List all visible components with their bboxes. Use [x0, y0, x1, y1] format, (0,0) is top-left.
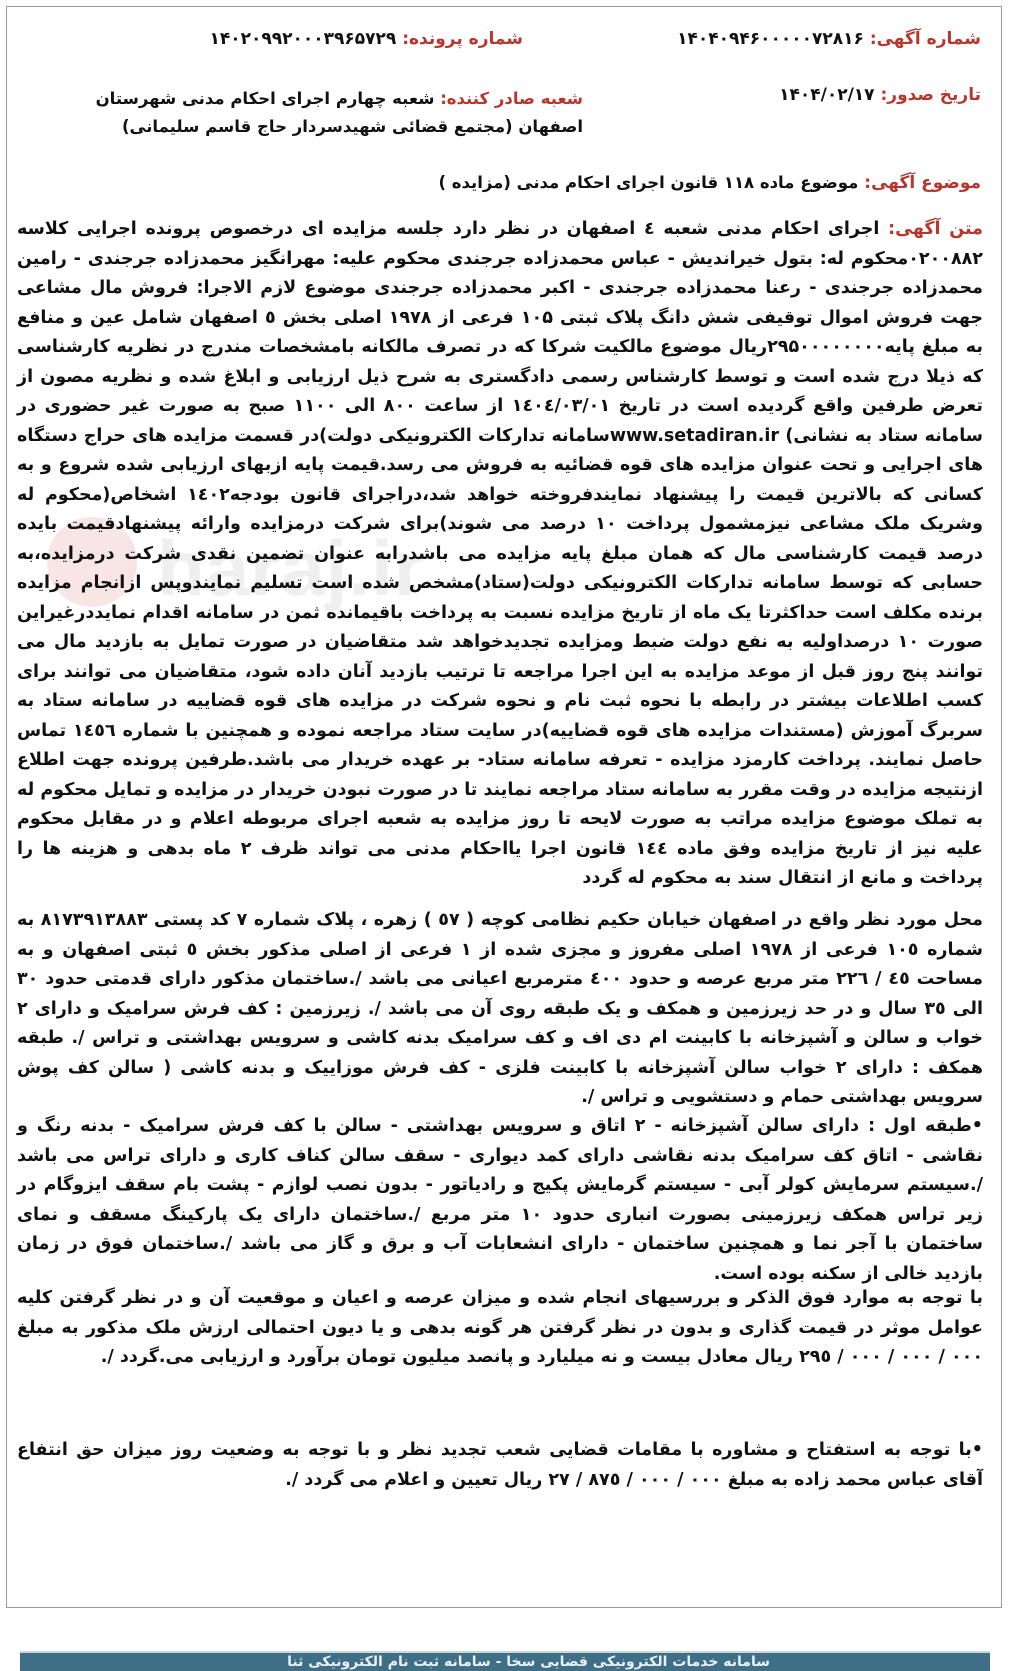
case-number: ۱۴۰۲۰۹۹۲۰۰۰۳۹۶۵۷۲۹	[209, 29, 397, 49]
body-label: متن آگهی:	[888, 219, 983, 239]
case-number-row	[209, 29, 523, 49]
notice-number: ۱۴۰۴۰۹۴۶۰۰۰۰۰۷۲۸۱۶	[677, 29, 864, 49]
body-text-5: •با توجه به استفتاح و مشاوره با مقامات قضایی شعب تجدید نظر و با توجه به وضعیت روز میزان حق انتفاع آقای عباس محمد زاده به مبلغ ۰۰۰ / ۰۰۰ / ۸۷٥ / ۲۷ ریال تعیین و اعلام می گردد /.	[17, 1440, 983, 1490]
watermark-text: haraj.ir	[157, 524, 426, 612]
footer-text[interactable]: سامانه خدمات الکترونیکی قضایی سخا - سامانه ثبت نام الکترونیکی ثنا	[287, 1654, 770, 1670]
body-paragraph-1	[17, 215, 983, 894]
issuer-name: شعبه چهارم اجرای احکام مدنی شهرستان اصفهان (مجتمع قضائی شهیدسردار حاج قاسم سلیمانی)	[95, 89, 583, 136]
notice-number-row	[677, 29, 981, 49]
subject-text: موضوع ماده ۱۱۸ قانون اجرای احکام مدنی (مزایده )	[438, 173, 859, 192]
issue-date: ۱۴۰۴/۰۲/۱۷	[779, 85, 875, 105]
notice-page	[6, 6, 1002, 1608]
body-text-3: •طبقه اول : دارای سالن آشپزخانه - ۲ اتاق و سرویس بهداشتی - سالن با کف فرش سرامیک - بدنه رنگ و نقاشی - اتاق کف سرامیک بدنه نقاشی دارای کمد دیواری - سقف سالن کناف کاری و دارای تراس می باشد /.سیستم سرمایش کولر آبی - سیستم گرمایش پکیج و رادیاتور - بدون نصب لوازم - پشت بام سقف ایزوگام در زیر تراس همکف زیرزمینی بصورت انباری حدود ۱۰ متر مربع /.ساختمان دارای یک پارکینگ مسقف و نمای ساختمان با آجر نما و همچنین ساختمان - دارای انشعابات آب و برق و گاز می باشد /.ساختمان فوق در زمان بازدید خالی از سکنه بوده است.	[17, 1116, 983, 1284]
subject-row	[438, 173, 981, 193]
issue-date-row	[779, 85, 981, 105]
body-paragraph-2	[17, 906, 983, 1113]
body-text-1: اجرای احکام مدنی شعبه ٤ اصفهان در نظر دارد جلسه مزایده ای درخصوص پرونده اجرایی کلاسه ۰۲۰۰۸۸۲محکوم له: بتول خیراندیش - عباس محمدزاده جرجندی محکوم علیه: مهرانگیز محمدزاده جرجندی - رامین محمدزاده جرجندی - رعنا محمدزاده جرجندی - اکبر محمدزاده جرجندی موضوع لازم الاجرا: فروش مال مشاعی جهت فروش اموال توقیفی شش دانگ پلاک ثبتی ۱۰۵ فرعی از ۱۹۷۸ اصلی بخش ٥ اصفهان شامل عین و منافع به مبلغ پایه۲۹۵۰۰۰۰۰۰۰۰ریال موضوع مالکیت شرکا که در تصرف مالکانه بامشخصات مندرج در نظریه کارشناسی که ذیلا درج شده است و توسط کارشناس رسمی دادگستری به شرح ذیل ارزیابی و ابلاغ شده و نظریه مصون از تعرض طرفین واقع گردیده است در تاریخ ۱٤٠٤/۰۳/۰۱ از ساعت ۸۰۰ الی ۱۱۰۰ صبح به صورت غیر حضوری در سامانه ستاد به نشانی) www.setadiran.irسامانه تدارکات الکترونیکی دولت)در قسمت مزایده های حراج دستگاه های اجرایی و تحت عنوان مزایده های قوه قضائیه به فروش می رسد.قیمت پایه ازبهای ارزیابی شده شروع و به کسانی که بالاترین قیمت را پیشنهاد نمایندفروخته خواهد شد،دراجرای قانون بودجه۱٤۰۲ اشخاص(محکوم له وشریک ملک مشاعی نیزمشمول پرداخت ۱۰ درصد می شوند)برای شرکت درمزایده وارائه پیشنهادقیمت بایده درصد قیمت کارشناسی مال که همان مبلغ پایه مزایده می باشدرابه عنوان تضمین نقدی شرکت درمزایده،به حسابی که توسط سامانه تدارکات الکترونیکی دولت(ستاد)مشخص شده است تسلیم نمایندوپس ازانجام مزایده برنده مکلف است حداکثرتا یک ماه از تاریخ مزایده نسبت به پرداخت باقیمانده ثمن در سامانه اقدام نمایددرغیراین صورت ۱۰ درصداولیه به نفع دولت ضبط ومزایده تجدیدخواهد شد متقاضیان در صورت تمایل به بازدید مال می توانند پنج روز قبل از موعد مزایده به این اجرا مراجعه تا ترتیب بازدید آنان داده شود، متقاضیان می توانند برای کسب اطلاعات بیشتر در رابطه با نحوه ثبت نام و نحوه شرکت در مزایده های قوه قضاییه در سامانه ستاد به سربرگ آموزش (مستندات مزایده های قوه قضاییه)در سایت ستاد مراجعه نموده و همچنین با شماره ١٤٥٦ تماس حاصل نمایند. پرداخت کارمزد مزایده - تعرفه سامانه ستاد- بر عهده خریدار می باشد.طرفین پرونده جهت اطلاع ازنتیجه مزایده در وقت مقرر به سامانه ستاد مراجعه نمایند تا در صورت نبودن خریدار در مزایده و تمایل محکوم له به تملک موضوع مزایده مراتب به صورت لایحه تا روز مزایده به شعبه اجرای مربوطه اعلام و در مقابل محکوم علیه نیز از تاریخ مزایده وفق ماده ١٤٤ قانون اجرا یااحکام مدنی می تواند ظرف ۲ ماه بدهی و هزینه ها را پرداخت و مانع از انتقال سند به محکوم له گردد	[17, 219, 983, 888]
body-text-2: محل مورد نظر واقع در اصفهان خیابان حکیم نظامی کوچه ( ٥٧ ) زهره ، پلاک شماره ۷ کد پستی ۸۱۷۳۹۱۳۸۸۳ به شماره ۱۰٥ فرعی از ۱۹۷۸ اصلی مفروز و مجزی شده از ۱ فرعی از اصلی مذکور بخش ٥ ثبتی اصفهان و به مساحت ٤٥ / ۲۲٦ متر مربع عرصه و حدود ٤۰۰ مترمربع اعیانی می باشد /.ساختمان مذکور دارای قدمتی حدود ۳۰ الی ۳٥ سال و در حد زیرزمین و همکف و یک طبقه روی آن می باشد /. زیرزمین : کف فرش سرامیک و دارای ۲ خواب و سالن و آشپزخانه با کابینت ام دی اف و کف سرامیک بدنه کاشی و سرویس بهداشتی و تراس /. طبقه همکف : دارای ۲ خواب سالن آشپزخانه با کابینت فلزی - کف فرش موزاییک و بدنه کاشی ( سالن کف پوش سرویس بهداشتی حمام و دستشویی و تراس /.	[17, 910, 984, 1107]
issue-date-label: تاریخ صدور:	[880, 85, 981, 105]
notice-number-label: شماره آگهی:	[869, 29, 981, 49]
footer-bar	[20, 1651, 990, 1671]
issuer-block	[43, 85, 583, 141]
subject-label: موضوع آگهی:	[864, 173, 981, 193]
body-text-4: با توجه به موارد فوق الذکر و بررسیهای انجام شده و میزان عرصه و اعیان و موقعیت آن و در نظر گرفتن کلیه عوامل موثر در قیمت گذاری و بدون در نظر گرفتن هر گونه بدهی و یا دیون احتمالی ارزش ملک مذکور به مبلغ ۰۰۰ / ۰۰۰ / ۰۰۰ / ۲۹٥ ریال معادل بیست و نه میلیارد و پانصد میلیون تومان برآورد و ارزیابی می.گردد /.	[17, 1288, 983, 1367]
issuer-label: شعبه صادر کننده:	[440, 89, 583, 108]
case-number-label: شماره پرونده:	[402, 29, 523, 49]
body-paragraph-3	[17, 1112, 983, 1289]
body-paragraph-5	[17, 1436, 983, 1495]
body-paragraph-4	[17, 1284, 983, 1373]
